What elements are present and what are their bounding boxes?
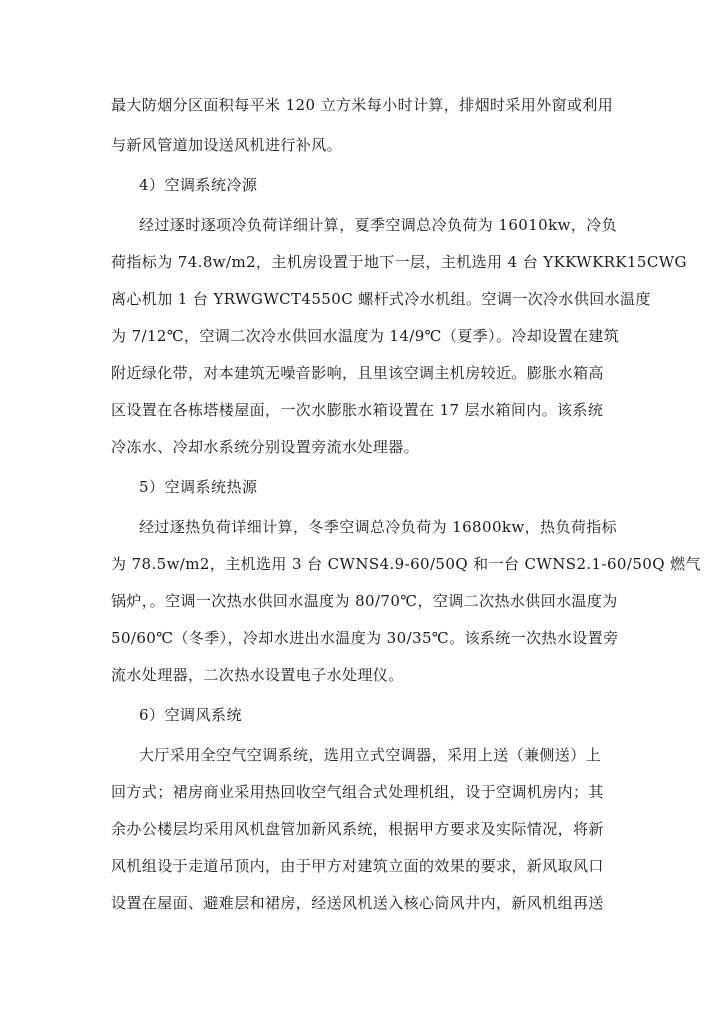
body-text-line: 回方式；裙房商业采用热回收空气组合式处理机组，设于空调机房内；其 — [111, 783, 604, 801]
body-text-line: 风机组设于走道吊顶内，由于甲方对建筑立面的效果的要求，新风取风口 — [111, 857, 604, 875]
body-text-line: 流水处理器，二次热水设置电子水处理仪。 — [111, 666, 404, 684]
body-text-line: 经过逐时逐项冷负荷详细计算，夏季空调总冷负荷为 16010kw，冷负 — [139, 216, 618, 234]
body-text-line: 为 7/12℃，空调二次冷水供回水温度为 14/9℃（夏季）。冷却设置在建筑 — [111, 327, 620, 345]
body-text-line: 50/60℃（冬季），冷却水进出水温度为 30/35℃。该系统一次热水设置旁 — [111, 629, 619, 647]
section-heading-cooling-source: 4）空调系统冷源 — [139, 176, 258, 194]
section-heading-air-system: 6）空调风系统 — [139, 706, 243, 724]
body-text-line: 为 78.5w/m2，主机选用 3 台 CWNS4.9-60/50Q 和一台 CWNS2.1-60/50Q 燃气 — [111, 555, 701, 573]
body-text-line: 与新风管道加设送风机进行补风。 — [111, 136, 343, 154]
body-text-line: 锅炉，。空调一次热水供回水温度为 80/70℃，空调二次热水供回水温度为 — [111, 592, 618, 610]
body-text-line: 最大防烟分区面积每平米 120 立方米每小时计算，排烟时采用外窗或利用 — [111, 96, 614, 114]
body-text-line: 大厅采用全空气空调系统，选用立式空调器，采用上送（兼侧送）上 — [139, 746, 602, 764]
body-text-line: 经过逐热负荷详细计算，冬季空调总冷负荷为 16800kw，热负荷指标 — [139, 518, 618, 536]
body-text-line: 余办公楼层均采用风机盘管加新风系统，根据甲方要求及实际情况，将新 — [111, 820, 604, 838]
body-text-line: 区设置在各栋塔楼屋面，一次水膨胀水箱设置在 17 层水箱间内。该系统 — [111, 401, 604, 419]
body-text-line: 离心机加 1 台 YRWGWCT4550C 螺杆式冷水机组。空调一次冷水供回水温度 — [111, 290, 651, 308]
body-text-line: 附近绿化带，对本建筑无噪音影响，且里该空调主机房较近。膨胀水箱高 — [111, 364, 604, 382]
body-text-line: 荷指标为 74.8w/m2，主机房设置于地下一层，主机选用 4 台 YKKWKRK15CWG — [111, 253, 687, 271]
section-heading-heating-source: 5）空调系统热源 — [139, 478, 258, 496]
body-text-line: 冷冻水、冷却水系统分别设置旁流水处理器。 — [111, 438, 420, 456]
body-text-line: 设置在屋面、避难层和裙房，经送风机送入核心筒风井内，新风机组再送 — [111, 894, 604, 912]
